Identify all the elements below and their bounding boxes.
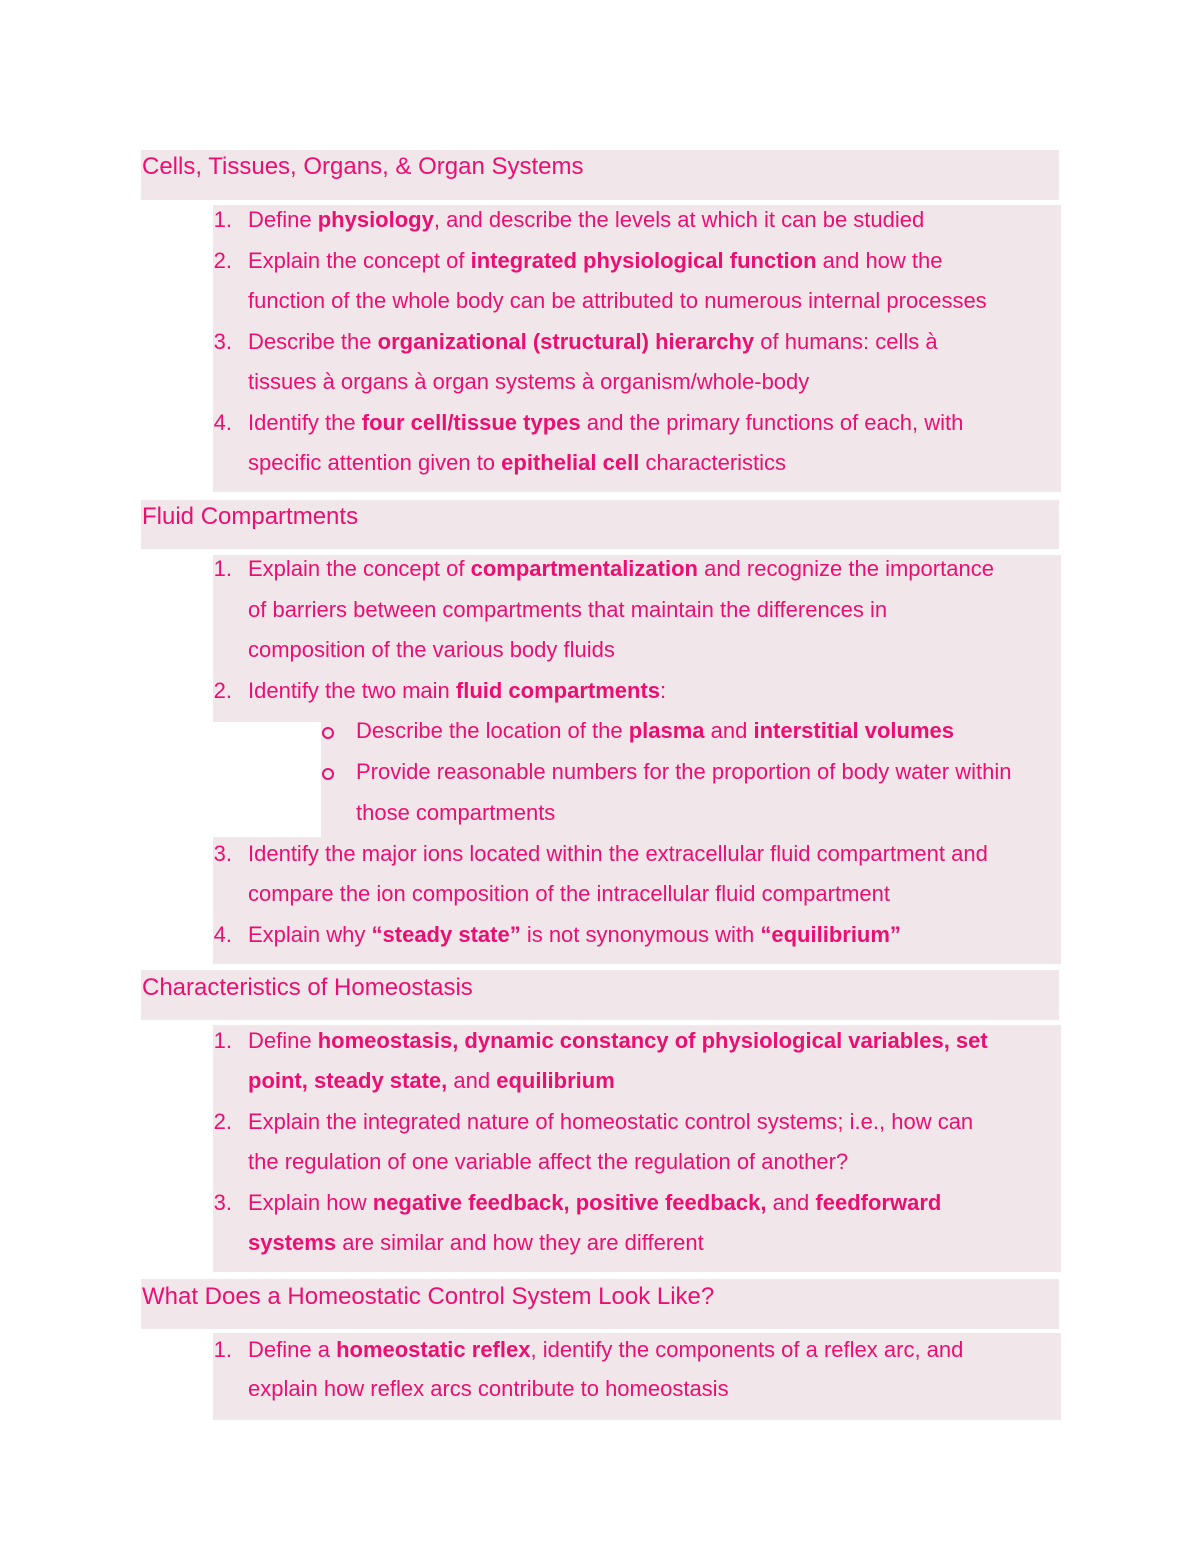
text-run: composition of the various body fluids	[248, 637, 615, 662]
list-item-line	[248, 248, 943, 274]
list-item-line	[248, 678, 666, 704]
list-number: 2.	[213, 1109, 232, 1134]
text-run: Describe the location of the	[356, 718, 629, 743]
list-item-line	[248, 288, 987, 314]
text-run: Describe the	[248, 329, 378, 354]
text-run: explain how reflex arcs contribute to homeostasis	[248, 1376, 729, 1401]
text-run: characteristics	[639, 450, 787, 475]
list-item-line	[248, 329, 938, 355]
bold-term: interstitial volumes	[753, 718, 954, 743]
list-number: 4.	[213, 922, 232, 947]
bold-term: “steady state”	[371, 922, 521, 947]
text-run: Explain how	[248, 1190, 373, 1215]
text-run: specific attention given to	[248, 450, 502, 475]
bold-term: feedforward	[815, 1190, 942, 1215]
text-run: those compartments	[356, 800, 556, 825]
text-run: Define	[248, 1028, 318, 1053]
bold-term: compartmentalization	[470, 556, 698, 581]
text-run: the regulation of one variable affect the regulation of another?	[248, 1149, 849, 1174]
text-run: tissues à organs à organ systems à organism/whole-body	[248, 369, 810, 394]
bold-term: homeostasis, dynamic constancy of physiological variables, set	[317, 1028, 988, 1053]
text-run: Explain the concept of	[248, 248, 471, 273]
list-item-line	[248, 1149, 848, 1175]
list-item-line	[248, 450, 786, 476]
sub-item-line	[356, 800, 555, 826]
list-item-line	[248, 597, 887, 623]
list-item-line	[248, 881, 890, 907]
bold-term: systems	[248, 1230, 337, 1255]
bold-term: negative feedback, positive feedback,	[372, 1190, 767, 1215]
text-run: Provide reasonable numbers for the proportion of body water within	[356, 759, 1012, 784]
section-heading: What Does a Homeostatic Control System Look Like?	[142, 1283, 715, 1310]
text-run: Define	[248, 207, 318, 232]
bold-term: physiology	[317, 207, 434, 232]
sub-item-line	[356, 759, 1011, 785]
bold-term: organizational (structural) hierarchy	[377, 329, 755, 354]
bold-term: “equilibrium”	[760, 922, 901, 947]
list-item-line	[248, 556, 994, 582]
list-item-line	[248, 1109, 973, 1135]
bold-term: four cell/tissue types	[361, 410, 581, 435]
bold-term: equilibrium	[496, 1068, 615, 1093]
list-number: 2.	[213, 678, 232, 703]
text-run: and	[447, 1068, 497, 1093]
list-item-line	[248, 922, 901, 948]
text-run: Identify the	[248, 410, 362, 435]
list-number: 4.	[213, 410, 232, 435]
section-heading: Cells, Tissues, Organs, & Organ Systems	[142, 153, 584, 180]
list-item-line	[248, 1376, 729, 1402]
text-run: Define a	[248, 1337, 337, 1362]
list-number: 1.	[213, 556, 232, 581]
text-run: and the primary functions of each, with	[580, 410, 964, 435]
section-heading: Characteristics of Homeostasis	[142, 974, 473, 1001]
text-run: compare the ion composition of the intracellular fluid compartment	[248, 881, 890, 906]
list-number: 3.	[213, 841, 232, 866]
sub-item-line	[356, 718, 954, 744]
list-number: 3.	[213, 329, 232, 354]
text-run: Explain the integrated nature of homeostatic control systems; i.e., how can	[248, 1109, 974, 1134]
list-number: 3.	[213, 1190, 232, 1215]
list-number: 1.	[213, 1337, 232, 1362]
list-item-line	[248, 1190, 941, 1216]
text-run: :	[660, 678, 667, 703]
text-run: are similar and how they are different	[336, 1230, 704, 1255]
list-number: 1.	[213, 1028, 232, 1053]
list-item-line	[248, 207, 924, 233]
text-run: Identify the two main	[248, 678, 456, 703]
text-run: , identify the components of a reflex arc, and	[530, 1337, 964, 1362]
list-item-line	[248, 637, 615, 663]
bold-term: epithelial cell	[501, 450, 640, 475]
list-item-line	[248, 1028, 988, 1054]
bold-term: point, steady state,	[248, 1068, 448, 1093]
text-run: and recognize the importance	[697, 556, 994, 581]
text-run: of barriers between compartments that maintain the differences in	[248, 597, 888, 622]
text-run: of humans: cells à	[754, 329, 938, 354]
text-run: Identify the major ions located within the extracellular fluid compartment and	[248, 841, 988, 866]
bold-term: integrated physiological function	[470, 248, 817, 273]
text-run: and how the	[816, 248, 943, 273]
bold-term: fluid compartments	[455, 678, 661, 703]
text-run: and	[766, 1190, 816, 1215]
list-item-line	[248, 1068, 615, 1094]
text-run: , and describe the levels at which it can be studied	[433, 207, 925, 232]
list-item-line	[248, 841, 988, 867]
text-run: and	[704, 718, 754, 743]
text-run: Explain the concept of	[248, 556, 471, 581]
list-item-line	[248, 1230, 704, 1256]
list-item-line	[248, 410, 963, 436]
list-number: 2.	[213, 248, 232, 273]
section-heading: Fluid Compartments	[142, 503, 359, 530]
list-number: 1.	[213, 207, 232, 232]
text-run: function of the whole body can be attributed to numerous internal processes	[248, 288, 987, 313]
bullet-circle-icon	[322, 727, 334, 739]
text-run: is not synonymous with	[520, 922, 761, 947]
list-item-line	[248, 1337, 963, 1363]
list-item-line	[248, 369, 809, 395]
bullet-circle-icon	[322, 768, 334, 780]
text-run: Explain why	[248, 922, 372, 947]
bold-term: plasma	[628, 718, 705, 743]
bold-term: homeostatic reflex	[336, 1337, 531, 1362]
